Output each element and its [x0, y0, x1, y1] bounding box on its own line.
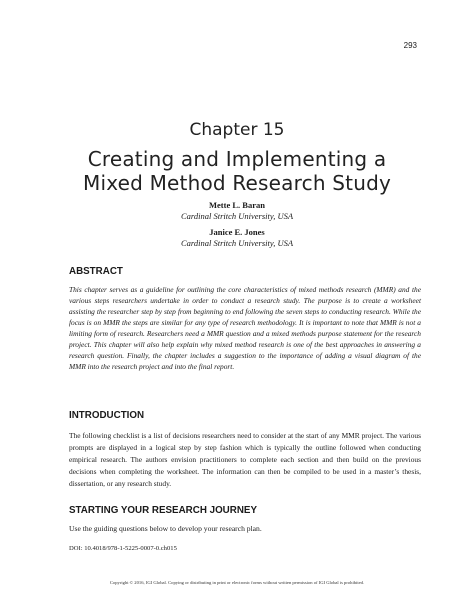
author-name: Janice E. Jones — [209, 227, 265, 237]
author-block-1 — [0, 200, 474, 222]
chapter-label: Chapter 15 — [189, 120, 285, 140]
author-affiliation: Cardinal Stritch University, USA — [180, 238, 294, 248]
chapter-title-line-1: Creating and Implementing a — [87, 147, 387, 171]
journey-text: Use the guiding questions below to develop your research plan. — [69, 524, 262, 533]
introduction-text: The following checklist is a list of decisions researchers need to consider at the start of any MMR project. The various prompts are displayed in a logical step by step fashion which is typically the outline followed when conducting empirical research. The authors envision practitioners to complete each section and then build on the previous decisions when completing the worksheet. The information can then be compiled to be used in a master’s thesis, dissertation, or any research study. — [69, 431, 421, 489]
chapter-title-line-2: Mixed Method Research Study — [83, 171, 391, 195]
author-affiliation: Cardinal Stritch University, USA — [180, 211, 294, 221]
chapter-title — [0, 147, 474, 195]
abstract-heading: ABSTRACT — [69, 266, 123, 277]
author-name: Mette L. Baran — [209, 200, 265, 210]
doi: DOI: 10.4018/978-1-5225-0007-0.ch015 — [69, 545, 177, 552]
introduction-heading: INTRODUCTION — [69, 410, 145, 421]
copyright-notice: Copyright © 2016, IGI Global. Copying or distributing in print or electronic forms without written permission of IGI Global is prohibited. — [109, 580, 365, 585]
page-number: 293 — [403, 41, 417, 50]
author-block-2 — [0, 227, 474, 249]
journey-heading: STARTING YOUR RESEARCH JOURNEY — [69, 505, 257, 516]
abstract-text: This chapter serves as a guideline for outlining the core characteristics of mixed methods research (MMR) and the various steps researchers undertake in order to conduct a research study. The purpose is to create a worksheet assisting the researcher step by step from beginning to end following the seven steps to conducting research. While the focus is on MMR the steps are similar for any type of research methodology. It is important to note that MMR is not a limiting form of research. Researchers need a MMR question and a mixed methods purpose statement for the research project. This chapter will also help explain why mixed method research is one of the best approaches in answering a research question. Finally, the chapter includes a suggestion to the importance of adding a visual diagram of the MMR into the research project and into the final report. — [69, 285, 421, 371]
